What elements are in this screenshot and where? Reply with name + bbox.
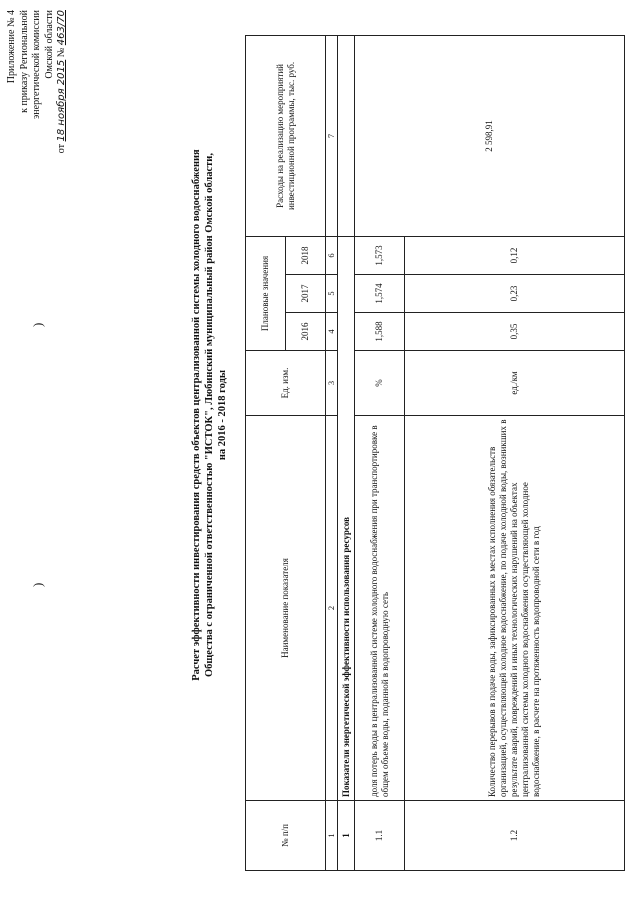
row-value-2016: 0,35	[405, 313, 625, 351]
column-number: 5	[326, 275, 338, 313]
row-unit: ед./км	[405, 351, 625, 416]
header-name: Наименование показателя	[246, 416, 326, 801]
row-num: 1.2	[405, 801, 625, 871]
header-planned: Плановые значения	[246, 236, 286, 350]
column-number: 6	[326, 236, 338, 274]
header-year: 2017	[286, 275, 326, 313]
header-num: № п/п	[246, 801, 326, 871]
column-number: 3	[326, 351, 338, 416]
header-expenses: Расходы на реализацию мероприятий инвестиционной программы, тыс. руб.	[246, 35, 326, 236]
header-unit: Ед. изм.	[246, 351, 326, 416]
document-heading	[190, 15, 229, 815]
investment-efficiency-table	[245, 35, 625, 871]
margin-marks	[0, 0, 120, 905]
appendix-line: к приказу Региональной	[18, 10, 30, 113]
header-year: 2016	[286, 313, 326, 351]
date-prefix: от	[56, 143, 67, 154]
row-name: доля потерь воды в централизованной системе холодного водоснабжения при транспортировке в общем объеме воды, поданной в водопроводную сеть	[355, 416, 405, 801]
column-number: 7	[326, 35, 338, 236]
handwritten-number: 463/70	[56, 10, 67, 46]
row-value-2017: 1,574	[355, 275, 405, 313]
appendix-line: Приложение № 4	[6, 10, 17, 84]
row-value-2018: 0,12	[405, 236, 625, 274]
heading-line: на 2016 - 2018 годы	[217, 369, 228, 461]
margin-mark: )	[30, 582, 45, 587]
handwritten-date: 18 ноября 2015	[56, 59, 67, 142]
row-num: 1.1	[355, 801, 405, 871]
heading-line: Расчет эффективности инвестирования средств объектов централизованной системы холодного водоснабжения	[191, 149, 202, 681]
column-number: 4	[326, 313, 338, 351]
appendix-line: Омской области	[43, 10, 55, 79]
margin-mark: )	[30, 322, 45, 327]
heading-line: Общества с ограниченной ответственностью "ИСТОК", Любинский муниципальный район Омской области,	[204, 153, 215, 677]
row-name: Количество перерывов в подаче воды, зафиксированных в местах исполнения обязательств организацией, осуществляющей холодное водоснабжение, по подаче холодной воды, возникших в результате аварий, повреждений и иных технологических нарушений на объектах централизованной системы холодного водоснабжения осуществляющей холодное водоснабжение, в расчете на протяженность водопроводной сети в год	[405, 416, 625, 801]
appendix-line: энергетической комиссии	[31, 10, 42, 119]
column-number: 2	[326, 416, 338, 801]
expenses-value: 2 598,91	[355, 35, 625, 236]
column-number: 1	[326, 801, 338, 871]
table-row	[355, 35, 405, 870]
row-unit: %	[355, 351, 405, 416]
row-value-2017: 0,23	[405, 275, 625, 313]
number-prefix: №	[56, 47, 67, 58]
header-year: 2018	[286, 236, 326, 274]
row-value-2018: 1,573	[355, 236, 405, 274]
section-num: 1	[338, 801, 355, 871]
section-title: Показатели энергетической эффективности использования ресурсов	[338, 236, 355, 800]
row-value-2016: 1,588	[355, 313, 405, 351]
section-expenses-empty	[338, 35, 355, 236]
